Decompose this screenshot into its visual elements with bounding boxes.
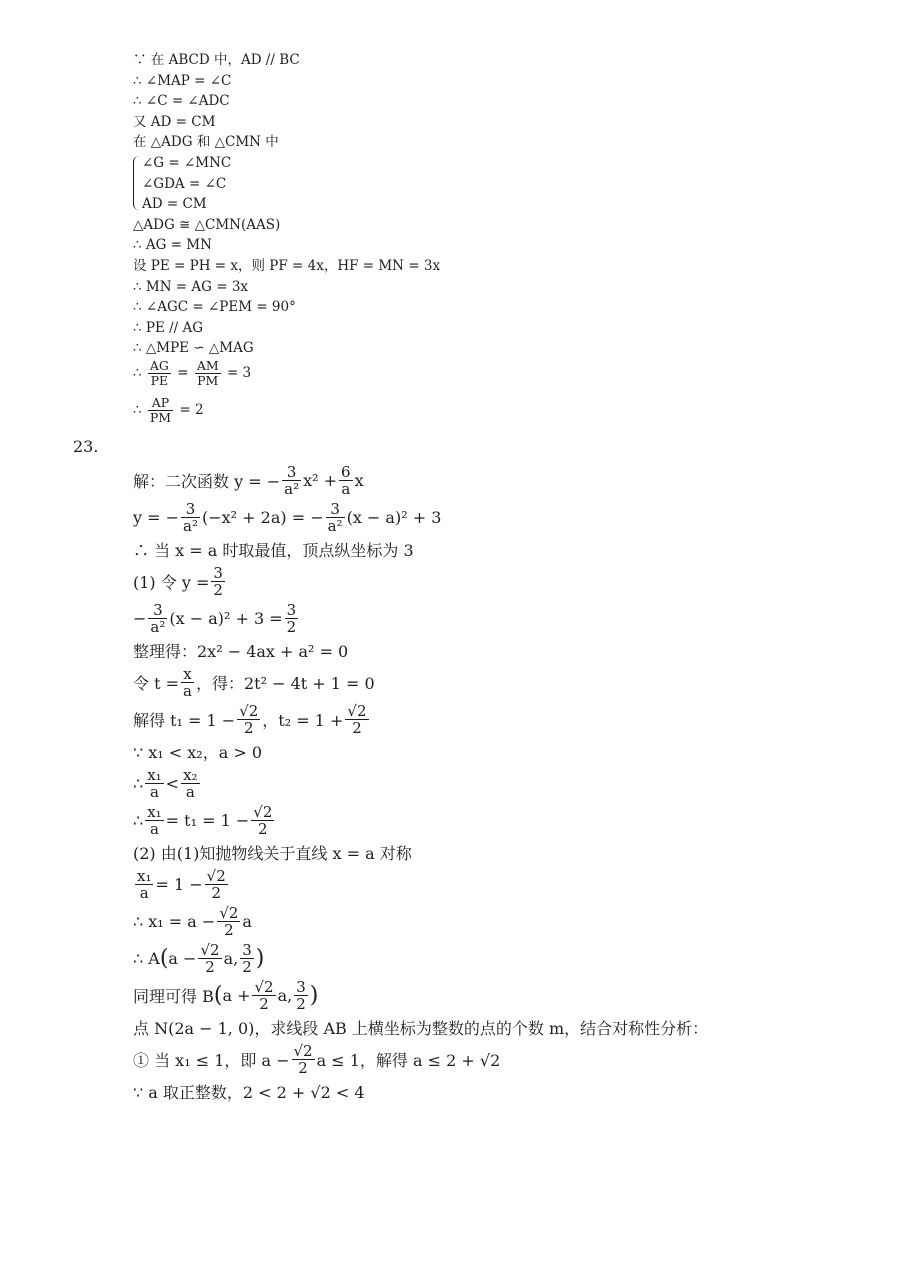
left-paren: ( xyxy=(159,945,169,971)
denominator: a² xyxy=(150,618,166,636)
numerator: √2 xyxy=(206,866,226,885)
text: (1) 令 y = xyxy=(133,573,210,592)
numerator: 3 xyxy=(296,977,306,996)
fraction xyxy=(292,1043,315,1077)
condition-line: AD = CM xyxy=(142,196,207,213)
fraction xyxy=(237,703,260,737)
proof-line: ∴ PE // AG xyxy=(133,319,204,336)
denominator: 2 xyxy=(352,719,362,737)
numerator: √2 xyxy=(219,903,239,922)
fraction xyxy=(345,703,368,737)
solution-line xyxy=(133,765,708,802)
proof-line: ∴ ∠MAP = ∠C xyxy=(133,72,232,89)
proof-line: ∴ △MPE ∽ △MAG xyxy=(133,340,254,357)
fraction xyxy=(148,359,171,388)
denominator: PM xyxy=(149,409,172,425)
fraction xyxy=(198,942,221,976)
denominator: a² xyxy=(183,517,198,535)
solution-line xyxy=(133,499,708,536)
numerator: √2 xyxy=(347,701,367,720)
numerator: √2 xyxy=(253,802,273,821)
condition-line: ∠G = ∠MNC xyxy=(142,154,232,171)
fraction xyxy=(181,501,200,535)
denominator: 2 xyxy=(242,958,252,976)
numerator: AG xyxy=(149,357,169,373)
proof-line: ∴ MN = AG = 3x xyxy=(133,278,249,295)
text: 解：二次函数 y = − xyxy=(133,472,281,491)
text: a ≤ 1，解得 a ≤ 2 + √2 xyxy=(316,1051,501,1070)
denominator: a² xyxy=(327,517,343,535)
solution-line xyxy=(133,866,708,903)
solution-line xyxy=(133,1041,708,1078)
numerator: √2 xyxy=(293,1041,313,1060)
numerator: AM xyxy=(196,357,219,373)
solution-line xyxy=(133,462,708,499)
solution-line xyxy=(133,903,708,940)
fraction xyxy=(135,868,153,902)
numerator: AP xyxy=(148,396,173,411)
denominator: a xyxy=(183,682,192,700)
text: ∴ xyxy=(133,811,144,830)
equals: = xyxy=(177,364,189,381)
text: ，t₂ = 1 + xyxy=(262,711,344,730)
numerator: √2 xyxy=(200,940,220,959)
denominator: a xyxy=(341,480,351,498)
proof-line: △ADG ≅ △CMN(AAS) xyxy=(133,216,281,233)
proof-section xyxy=(133,50,440,433)
fraction xyxy=(205,868,228,902)
fraction xyxy=(148,602,167,636)
text: ∴ A xyxy=(133,949,160,968)
numerator: √2 xyxy=(254,977,274,996)
numerator: 3 xyxy=(148,602,167,620)
fraction xyxy=(252,979,275,1013)
text: a, xyxy=(277,986,293,1005)
fraction xyxy=(145,804,163,838)
text: (x − a)² + 3 = xyxy=(169,609,283,628)
solution-line xyxy=(133,977,708,1014)
text: a + xyxy=(222,986,251,1005)
ratio-line xyxy=(133,359,440,396)
denominator: a² xyxy=(284,480,300,498)
solution-line xyxy=(133,563,708,600)
fraction xyxy=(285,602,299,636)
proof-line: 又 AD = CM xyxy=(133,113,216,130)
solution-line: 点 N(2a − 1, 0)，求线段 AB 上横坐标为整数的点的个数 m，结合对称性分析： xyxy=(133,1019,709,1038)
fraction xyxy=(148,396,173,425)
text: ∴ x₁ = a − xyxy=(133,912,216,931)
congruence-conditions xyxy=(133,153,440,215)
denominator: 2 xyxy=(211,884,221,902)
solution-line: 整理得：2x² − 4ax + a² = 0 xyxy=(133,642,349,661)
denominator: PM xyxy=(197,372,219,388)
denominator: 2 xyxy=(224,921,234,939)
text: = t₁ = 1 − xyxy=(165,811,250,830)
solution-line xyxy=(133,600,708,637)
proof-line: ∴ AG = MN xyxy=(133,237,212,254)
numerator: x xyxy=(181,666,194,684)
solution-line xyxy=(133,940,708,977)
text: a, xyxy=(223,949,239,968)
denominator: 2 xyxy=(298,1059,308,1077)
numerator: x₁ xyxy=(147,765,162,784)
numerator: x₁ xyxy=(137,866,152,885)
text: (x − a)² + 3 xyxy=(346,508,442,527)
denominator: a xyxy=(139,884,149,902)
text: ① 当 x₁ ≤ 1，即 a − xyxy=(133,1051,290,1070)
fraction xyxy=(282,464,301,498)
denominator: a xyxy=(149,783,159,801)
fraction xyxy=(181,767,199,801)
numerator: 3 xyxy=(282,464,301,482)
denominator: 2 xyxy=(296,995,306,1013)
left-paren: ( xyxy=(213,982,223,1008)
denominator: 2 xyxy=(243,719,254,737)
fraction xyxy=(145,767,163,801)
solution-line: (2) 由(1)知抛物线关于直线 x = a 对称 xyxy=(133,844,412,863)
fraction xyxy=(181,666,194,700)
proof-line: 在 △ADG 和 △CMN 中 xyxy=(133,134,279,151)
denominator: 2 xyxy=(213,581,223,599)
proof-line: ∴ ∠AGC = ∠PEM = 90° xyxy=(133,299,296,316)
fraction xyxy=(294,979,308,1013)
numerator: 3 xyxy=(213,563,223,582)
solution-line xyxy=(133,664,708,701)
text: = 1 − xyxy=(155,875,203,894)
text: < xyxy=(165,774,180,793)
left-brace xyxy=(133,156,139,210)
fraction xyxy=(339,464,353,498)
text: ，得：2t² − 4t + 1 = 0 xyxy=(195,674,375,693)
result: = 2 xyxy=(179,401,204,418)
text: x xyxy=(354,471,364,490)
text: (−x² + 2a) = − xyxy=(202,508,324,527)
denominator: 2 xyxy=(259,995,269,1013)
proof-line: ∴ ∠C = ∠ADC xyxy=(133,93,230,110)
solution-line xyxy=(133,701,708,738)
fraction xyxy=(326,501,345,535)
ratio-line xyxy=(133,396,440,433)
right-paren: ) xyxy=(309,982,319,1008)
denominator: a xyxy=(149,820,159,838)
numerator: √2 xyxy=(239,701,259,720)
fraction xyxy=(195,359,221,388)
numerator: x₁ xyxy=(147,802,162,821)
text: a − xyxy=(168,949,197,968)
text: − xyxy=(133,609,147,628)
text: y = − xyxy=(133,508,180,527)
fraction xyxy=(217,905,240,939)
numerator: 3 xyxy=(286,600,297,619)
solution-line xyxy=(133,802,708,839)
numerator: 3 xyxy=(181,501,200,519)
denominator: 2 xyxy=(286,618,297,636)
solution-section xyxy=(133,462,708,1105)
denominator: 2 xyxy=(205,958,215,976)
solution-line: ∵ x₁ < x₂，a > 0 xyxy=(133,743,263,762)
fraction xyxy=(211,565,225,599)
denominator: PE xyxy=(150,372,169,388)
result: = 3 xyxy=(226,364,252,381)
text: ∴ xyxy=(133,774,144,793)
right-paren: ) xyxy=(255,945,265,971)
proof-line: 设 PE = PH = x，则 PF = 4x，HF = MN = 3x xyxy=(133,257,441,274)
numerator: 3 xyxy=(326,501,345,519)
condition-line: ∠GDA = ∠C xyxy=(142,175,227,192)
therefore-symbol: ∴ xyxy=(133,364,142,381)
question-number: 23. xyxy=(73,437,99,456)
text: 同理可得 B xyxy=(133,987,214,1006)
text: a xyxy=(242,912,252,931)
numerator: 3 xyxy=(242,940,252,959)
fraction xyxy=(251,804,274,838)
therefore-symbol: ∴ xyxy=(133,401,142,418)
solution-line: ∵ a 取正整数，2 < 2 + √2 < 4 xyxy=(133,1083,365,1102)
fraction xyxy=(240,942,254,976)
numerator: 6 xyxy=(341,462,351,481)
proof-line: ∵ 在 ABCD 中，AD // BC xyxy=(133,52,300,68)
numerator: x₂ xyxy=(183,765,198,784)
denominator: 2 xyxy=(258,820,268,838)
denominator: a xyxy=(185,783,195,801)
solution-line: ∴ 当 x = a 时取最值，顶点纵坐标为 3 xyxy=(133,541,414,560)
text: x² + xyxy=(303,471,338,490)
text: 解得 t₁ = 1 − xyxy=(133,711,236,730)
text: 令 t = xyxy=(133,674,180,693)
